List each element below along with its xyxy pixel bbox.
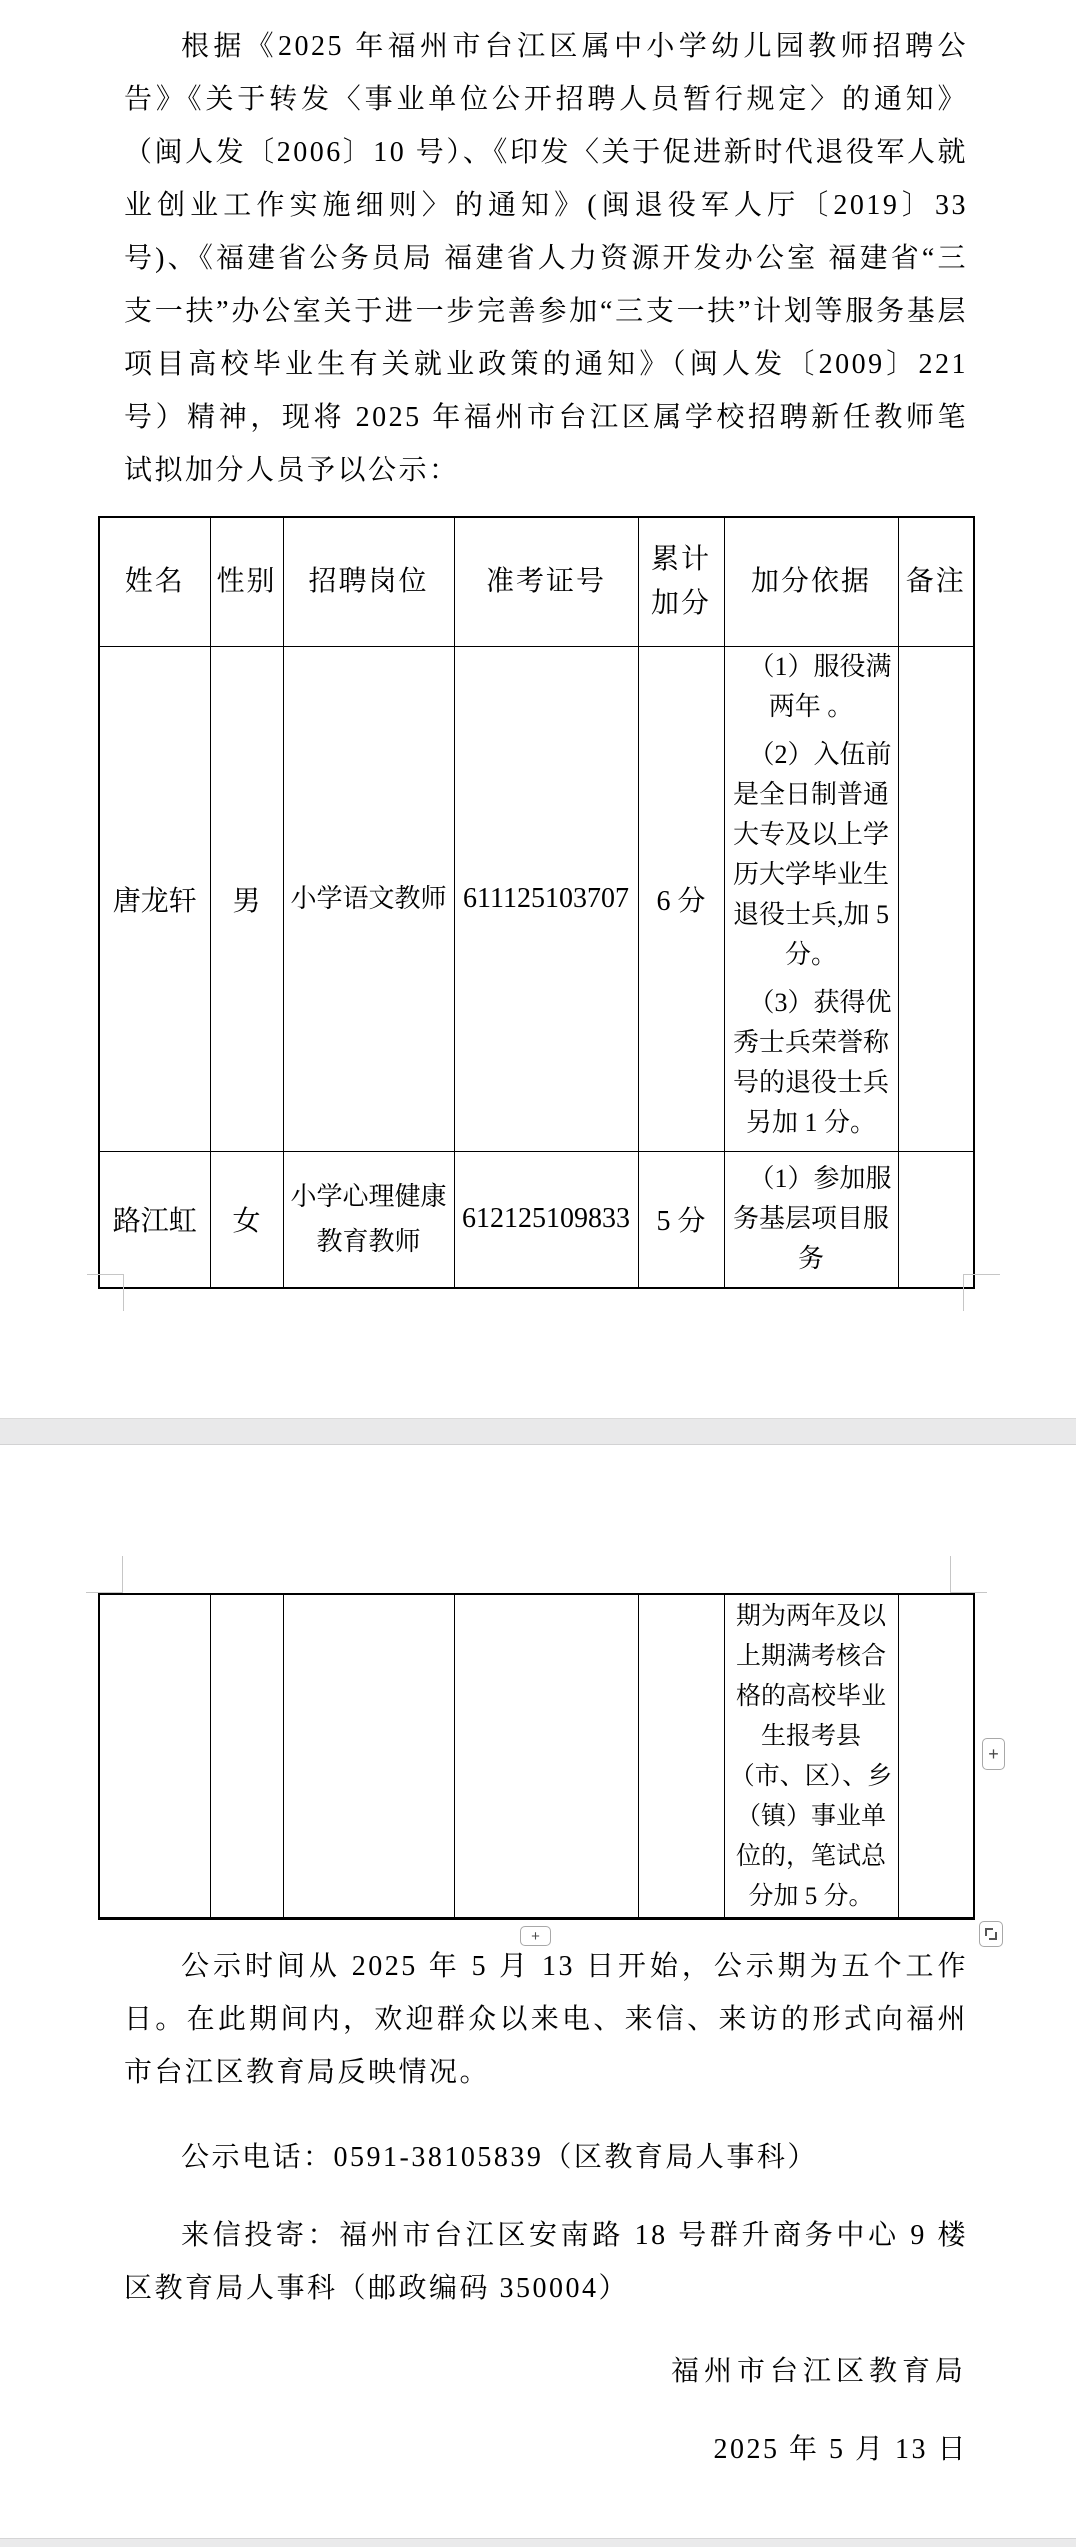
- cell-remark: [898, 646, 974, 1151]
- mail-address-line: 来信投寄：福州市台江区安南路 18 号群升商务中心 9 楼区教育局人事科（邮政编码 350004）: [124, 2220, 968, 2304]
- cell-ticket: 612125109833: [454, 1151, 638, 1288]
- cell-ticket: 611125103707: [454, 646, 638, 1151]
- header-basis: 加分依据: [724, 517, 898, 646]
- cell-name: 路江虹: [99, 1151, 210, 1288]
- cell-basis: [724, 1151, 898, 1288]
- page1-bottom-left-corner-mark: [87, 1274, 124, 1311]
- page2-top-left-corner-mark: [86, 1556, 123, 1593]
- phone-line: 公示电话：0591-38105839（区教育局人事科）: [181, 2142, 818, 2173]
- publicity-period-paragraph: 公示时间从 2025 年 5 月 13 日开始，公示期为五个工作日。在此期间内，欢迎群众以来电、来信、来访的形式向福州市台江区教育局反映情况。: [124, 1951, 968, 2088]
- cell-points: 6 分: [638, 646, 724, 1151]
- table-row: [99, 1151, 974, 1288]
- cell-gender: 男: [210, 646, 283, 1151]
- header-position: 招聘岗位: [283, 517, 454, 646]
- cell-position: [283, 1594, 454, 1919]
- issue-date: 2025 年 5 月 13 日: [713, 2434, 968, 2465]
- basis-item: （2）入伍前是全日制普通大专及以上学历大学毕业生退役士兵,加 5 分。: [732, 739, 892, 969]
- header-points: 累计加分: [638, 517, 724, 646]
- expand-icon: [985, 1928, 997, 1940]
- insert-button[interactable]: [520, 1926, 551, 1946]
- cell-remark: [898, 1594, 974, 1919]
- table-header-row: [99, 517, 974, 646]
- page-separator: [0, 1418, 1076, 1445]
- cell-ticket: [454, 1594, 638, 1919]
- table-row: [99, 646, 974, 1151]
- header-gender: 性别: [210, 517, 283, 646]
- cell-remark: [898, 1151, 974, 1288]
- cell-position: 小学语文教师: [283, 646, 454, 1151]
- basis-item: （3）获得优秀士兵荣誉称号的退役士兵另加 1 分。: [732, 987, 892, 1137]
- closing-block: [124, 1940, 968, 2476]
- cell-gender: [210, 1594, 283, 1919]
- cell-name: 唐龙轩: [99, 646, 210, 1151]
- cell-points: [638, 1594, 724, 1919]
- header-remark: 备注: [898, 517, 974, 646]
- basis-item: （1）参加服务基层项目服务: [732, 1163, 892, 1273]
- cell-basis-continuation: [724, 1594, 898, 1919]
- header-ticket: 准考证号: [454, 517, 638, 646]
- header-name: 姓名: [99, 517, 210, 646]
- cell-gender: 女: [210, 1151, 283, 1288]
- plus-icon: +: [988, 1744, 999, 1764]
- cell-name: [99, 1594, 210, 1919]
- next-page-separator-edge: [0, 2538, 1076, 2547]
- intro-paragraph: 根据《2025 年福州市台江区属中小学幼儿园教师招聘公告》《关于转发〈事业单位公开招聘人员暂行规定〉的通知》（闽人发〔2006〕10 号）、《印发〈关于促进新时代退役军人就业创业工作实施细则〉的通知》(闽退役军人厅〔2019〕33 号)、《福建省公务员局 福建省人力资源开发办公室 福建省“三支一扶”办公室关于进一步完善参加“三支一扶”计划等服务基层项目高校毕业生有关就业政策的通知》（闽人发〔2009〕221 号）精神，现将 2025 年福州市台江区属学校招聘新任教师笔试拟加分人员予以公示：: [124, 31, 968, 486]
- plus-icon: +: [531, 1927, 540, 1945]
- issuing-authority: 福州市台江区教育局: [670, 2356, 968, 2387]
- cell-position: 小学心理健康教育教师: [283, 1151, 454, 1288]
- expand-table-button[interactable]: [979, 1921, 1003, 1947]
- basis-item: 期为两年及以上期满考核合格的高校毕业生报考县（市、区）、乡（镇）事业单位的，笔试总分加 5 分。: [729, 1603, 893, 1910]
- bonus-points-table-page1: [98, 516, 975, 1289]
- basis-item: （1）服役满两年 。: [748, 651, 892, 721]
- add-comment-button[interactable]: [982, 1738, 1005, 1770]
- cell-basis: [724, 646, 898, 1151]
- bonus-points-table-page2-continuation: [98, 1593, 975, 1920]
- page2-top-right-corner-mark: [950, 1556, 987, 1593]
- cell-points: 5 分: [638, 1151, 724, 1288]
- table-row-continued: [99, 1594, 974, 1919]
- page1-bottom-right-corner-mark: [963, 1274, 1000, 1311]
